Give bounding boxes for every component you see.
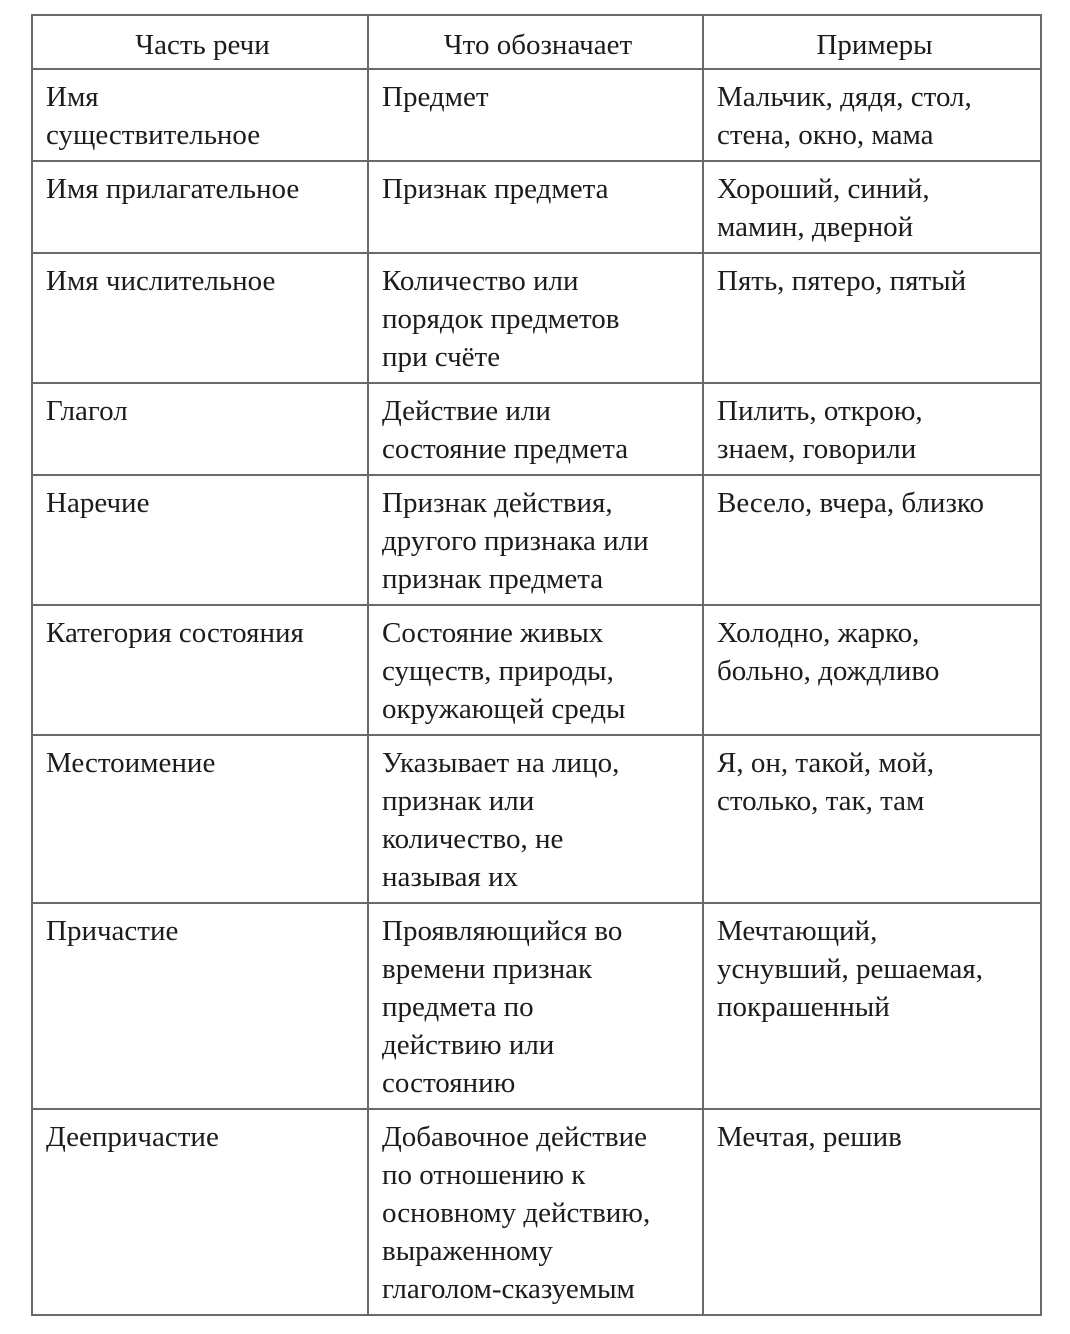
cell-part-of-speech: Наречие <box>32 475 368 605</box>
cell-meaning: Добавочное действие по отношению к основному действию, выраженному глаголом-сказуемым <box>368 1109 703 1315</box>
cell-examples: Весело, вчера, близко <box>703 475 1041 605</box>
cell-meaning: Количество или порядок предметов при счёте <box>368 253 703 383</box>
cell-part-of-speech: Деепричастие <box>32 1109 368 1315</box>
cell-meaning: Указывает на лицо, признак или количество, не называя их <box>368 735 703 903</box>
cell-meaning: Признак действия, другого признака или признак предмета <box>368 475 703 605</box>
cell-part-of-speech: Причастие <box>32 903 368 1109</box>
cell-meaning: Предмет <box>368 69 703 161</box>
table-row <box>32 903 1041 1109</box>
cell-examples: Холодно, жарко, больно, дождливо <box>703 605 1041 735</box>
table-row <box>32 69 1041 161</box>
cell-examples: Хороший, синий, мамин, дверной <box>703 161 1041 253</box>
cell-meaning: Проявляющийся во времени признак предмета по действию или состоянию <box>368 903 703 1109</box>
cell-part-of-speech: Категория состояния <box>32 605 368 735</box>
parts-of-speech-table <box>31 14 1042 1316</box>
table-row <box>32 605 1041 735</box>
table-row <box>32 161 1041 253</box>
table-row <box>32 253 1041 383</box>
cell-meaning: Состояние живых существ, природы, окружающей среды <box>368 605 703 735</box>
cell-part-of-speech: Глагол <box>32 383 368 475</box>
cell-part-of-speech: Имя прилагательное <box>32 161 368 253</box>
cell-meaning: Действие или состояние предмета <box>368 383 703 475</box>
cell-examples: Пять, пятеро, пятый <box>703 253 1041 383</box>
cell-part-of-speech: Местоимение <box>32 735 368 903</box>
cell-part-of-speech: Имя существительное <box>32 69 368 161</box>
cell-meaning: Признак предмета <box>368 161 703 253</box>
table-row <box>32 475 1041 605</box>
table-row <box>32 383 1041 475</box>
cell-examples: Мечтая, решив <box>703 1109 1041 1315</box>
cell-examples: Я, он, такой, мой, столько, так, там <box>703 735 1041 903</box>
cell-examples: Пилить, открою, знаем, говорили <box>703 383 1041 475</box>
cell-examples: Мечтающий, уснувший, решаемая, покрашенный <box>703 903 1041 1109</box>
table-row <box>32 735 1041 903</box>
cell-examples: Мальчик, дядя, стол, стена, окно, мама <box>703 69 1041 161</box>
header-examples: Примеры <box>703 15 1041 69</box>
table-row <box>32 1109 1041 1315</box>
table-header-row <box>32 15 1041 69</box>
header-part-of-speech: Часть речи <box>32 15 368 69</box>
cell-part-of-speech: Имя числительное <box>32 253 368 383</box>
header-meaning: Что обозначает <box>368 15 703 69</box>
